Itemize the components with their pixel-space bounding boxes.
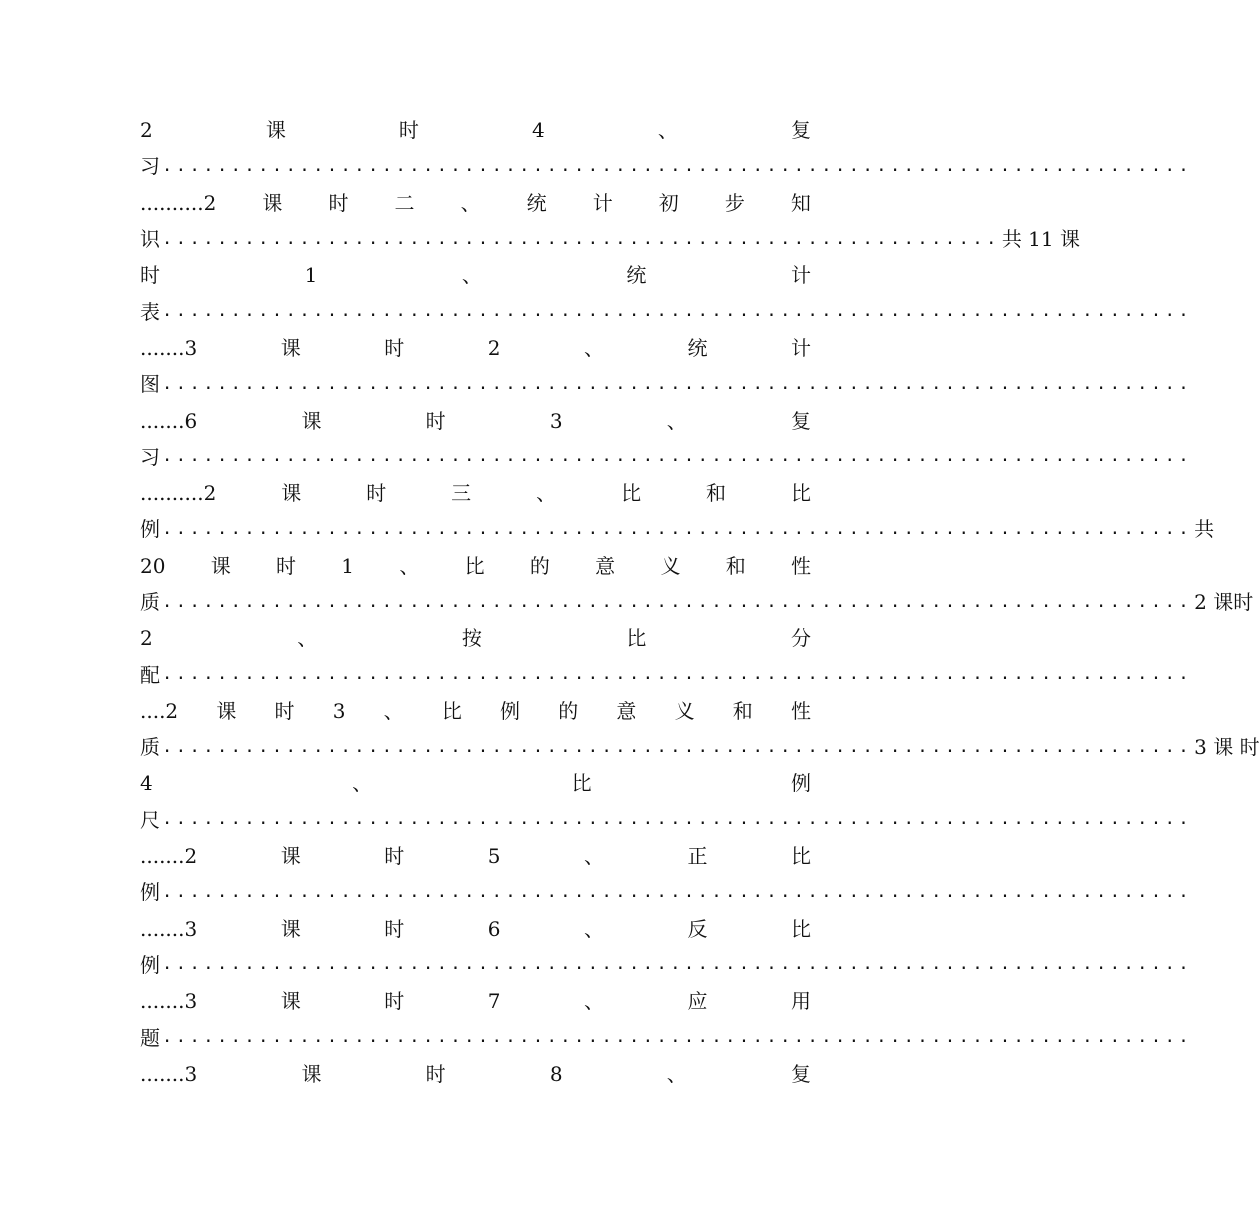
- leader-dots: ...........................................................................: [162, 373, 1193, 394]
- toc-token: 复: [790, 408, 811, 433]
- toc-token: 时: [328, 190, 349, 215]
- toc-token: 3: [332, 698, 346, 723]
- toc-page: [140, 112, 1260, 1092]
- toc-token: 和: [732, 698, 753, 723]
- leader-dots: .......3: [140, 1061, 198, 1086]
- toc-token: 课: [301, 408, 322, 433]
- toc-token: 、: [297, 626, 318, 651]
- toc-token: 比: [571, 771, 592, 796]
- toc-token: 的: [529, 553, 550, 578]
- toc-token: 时: [276, 553, 297, 578]
- toc-token: 课: [262, 190, 283, 215]
- toc-token: 、: [383, 698, 404, 723]
- toc-line: [140, 185, 811, 221]
- toc-line: [140, 983, 811, 1019]
- toc-token: 比: [790, 844, 811, 869]
- toc-token: 、: [399, 553, 420, 578]
- toc-token: 知: [790, 190, 811, 215]
- toc-token: 例: [500, 698, 521, 723]
- toc-line: [140, 548, 811, 584]
- toc-line: [140, 874, 1193, 910]
- leader-dots: .............................................................: [162, 228, 1000, 249]
- toc-entry-text: 质: [140, 590, 160, 614]
- toc-token: 复: [790, 118, 811, 143]
- leader-dots: ...........................................................................: [162, 664, 1193, 685]
- leader-dots: ...........................................................................: [162, 954, 1193, 975]
- toc-token: 意: [616, 698, 637, 723]
- leader-dots: .......2: [140, 844, 198, 869]
- toc-token: 用: [790, 989, 811, 1014]
- leader-dots: ..........2: [140, 190, 217, 215]
- toc-token: 意: [595, 553, 616, 578]
- toc-token: 、: [461, 263, 482, 288]
- toc-token: 、: [666, 408, 687, 433]
- toc-token: 应: [687, 989, 708, 1014]
- toc-token: 5: [487, 844, 501, 869]
- toc-token: 时: [398, 118, 419, 143]
- toc-token: 课: [301, 1061, 322, 1086]
- toc-token: 分: [790, 626, 811, 651]
- toc-token: 计: [592, 190, 613, 215]
- toc-token: 统: [687, 335, 708, 360]
- toc-line: [140, 293, 1193, 329]
- toc-token: 、: [583, 844, 604, 869]
- toc-line: [140, 947, 1193, 983]
- toc-line: [140, 511, 1215, 547]
- toc-token: 20: [140, 553, 166, 578]
- toc-token: 、: [536, 481, 557, 506]
- toc-entry-text: 题: [140, 1025, 160, 1050]
- toc-entry-page: 共 11 课: [1001, 227, 1080, 252]
- toc-token: 、: [583, 916, 604, 941]
- toc-token: 1: [341, 553, 355, 578]
- toc-token: 比: [621, 481, 642, 506]
- leader-dots: ...........................................................................: [162, 155, 1193, 176]
- toc-token: 时: [384, 844, 405, 869]
- toc-token: 课: [281, 481, 302, 506]
- leader-dots: .......3: [140, 989, 198, 1014]
- toc-token: 性: [791, 553, 811, 578]
- leader-dots: ...........................................................................: [162, 446, 1193, 467]
- toc-entry-text: 习: [140, 444, 160, 469]
- toc-token: 的: [558, 698, 579, 723]
- toc-token: 统: [626, 263, 647, 288]
- toc-line: [140, 584, 1254, 620]
- toc-token: 时: [384, 989, 405, 1014]
- toc-line: [140, 1019, 1193, 1055]
- toc-token: 和: [706, 481, 727, 506]
- toc-entry-page: 2 课时: [1194, 590, 1254, 614]
- toc-line: [140, 802, 1193, 838]
- leader-dots: ...........................................................................: [162, 736, 1193, 757]
- toc-token: 正: [687, 844, 708, 869]
- toc-line: [140, 402, 811, 438]
- toc-line: [140, 1056, 811, 1092]
- toc-token: 初: [658, 190, 679, 215]
- toc-token: 课: [280, 989, 301, 1014]
- toc-token: 二: [394, 190, 415, 215]
- toc-token: 8: [549, 1061, 563, 1086]
- toc-entry-text: 例: [140, 517, 160, 542]
- toc-line: [140, 620, 811, 656]
- toc-token: 义: [660, 553, 681, 578]
- toc-token: 课: [216, 698, 237, 723]
- toc-token: 按: [461, 626, 482, 651]
- toc-token: 3: [549, 408, 563, 433]
- toc-token: 、: [583, 335, 604, 360]
- toc-line: [140, 148, 1193, 184]
- toc-entry-text: 表: [140, 299, 160, 324]
- toc-entry-text: 例: [140, 952, 160, 977]
- toc-token: 、: [666, 1061, 687, 1086]
- toc-token: 义: [674, 698, 695, 723]
- toc-line: [140, 366, 1193, 402]
- toc-token: 三: [451, 481, 472, 506]
- toc-token: 统: [526, 190, 547, 215]
- toc-token: 4: [140, 771, 153, 796]
- toc-line: [140, 330, 811, 366]
- toc-token: 时: [425, 1061, 446, 1086]
- toc-token: 课: [210, 553, 231, 578]
- toc-entry-text: 图: [140, 372, 160, 397]
- toc-token: 比: [464, 553, 485, 578]
- toc-token: 、: [583, 989, 604, 1014]
- toc-token: 1: [304, 263, 318, 288]
- toc-token: 2: [140, 118, 153, 143]
- toc-token: 性: [790, 698, 811, 723]
- toc-entry-text: 例: [140, 880, 160, 905]
- toc-token: 、: [460, 190, 481, 215]
- toc-token: 时: [384, 335, 405, 360]
- leader-dots: ...........................................................................: [162, 301, 1193, 322]
- leader-dots: .......6: [140, 408, 198, 433]
- toc-token: 和: [725, 553, 746, 578]
- toc-line: [140, 221, 1080, 257]
- toc-line: [140, 475, 811, 511]
- toc-token: 时: [366, 481, 387, 506]
- leader-dots: ...........................................................................: [162, 591, 1193, 612]
- leader-dots: ....2: [140, 698, 179, 723]
- toc-entry-text: 质: [140, 735, 160, 760]
- toc-token: 6: [487, 916, 501, 941]
- leader-dots: .......3: [140, 335, 198, 360]
- toc-token: 课: [280, 844, 301, 869]
- toc-token: 例: [791, 771, 811, 796]
- toc-token: 时: [425, 408, 446, 433]
- leader-dots: .......3: [140, 916, 198, 941]
- toc-token: 课: [280, 335, 301, 360]
- toc-token: 比: [790, 916, 811, 941]
- toc-line: [140, 656, 1193, 692]
- toc-line: [140, 765, 811, 801]
- toc-token: 反: [687, 916, 708, 941]
- toc-line: [140, 729, 1260, 765]
- toc-entry-text: 配: [140, 662, 160, 687]
- toc-entry-text: 识: [140, 227, 160, 252]
- toc-token: 、: [657, 118, 678, 143]
- toc-entry-text: 习: [140, 154, 160, 179]
- toc-token: 课: [280, 916, 301, 941]
- toc-line: [140, 693, 811, 729]
- toc-entry-page: 3 课 时: [1194, 735, 1260, 760]
- leader-dots: ...........................................................................: [162, 809, 1193, 830]
- toc-token: 比: [790, 481, 811, 506]
- toc-token: 7: [487, 989, 501, 1014]
- toc-token: 时: [274, 698, 295, 723]
- toc-token: 课: [265, 118, 286, 143]
- toc-token: 、: [352, 771, 373, 796]
- toc-token: 复: [790, 1061, 811, 1086]
- toc-token: 2: [487, 335, 501, 360]
- leader-dots: ..........2: [140, 481, 217, 506]
- leader-dots: ...........................................................................: [162, 881, 1193, 902]
- leader-dots: ...........................................................................: [162, 518, 1193, 539]
- toc-token: 2: [140, 626, 153, 651]
- toc-token: 比: [441, 698, 462, 723]
- toc-token: 时: [384, 916, 405, 941]
- toc-token: 时: [140, 263, 160, 288]
- toc-token: 比: [626, 626, 647, 651]
- toc-entry-page: 共: [1194, 517, 1215, 542]
- toc-token: 步: [724, 190, 745, 215]
- toc-entry-text: 尺: [140, 807, 160, 832]
- toc-line: [140, 257, 811, 293]
- toc-token: 计: [790, 263, 811, 288]
- leader-dots: ...........................................................................: [162, 1027, 1193, 1048]
- toc-line: [140, 112, 811, 148]
- toc-token: 计: [790, 335, 811, 360]
- toc-line: [140, 439, 1193, 475]
- toc-token: 4: [532, 118, 545, 143]
- toc-line: [140, 838, 811, 874]
- toc-line: [140, 911, 811, 947]
